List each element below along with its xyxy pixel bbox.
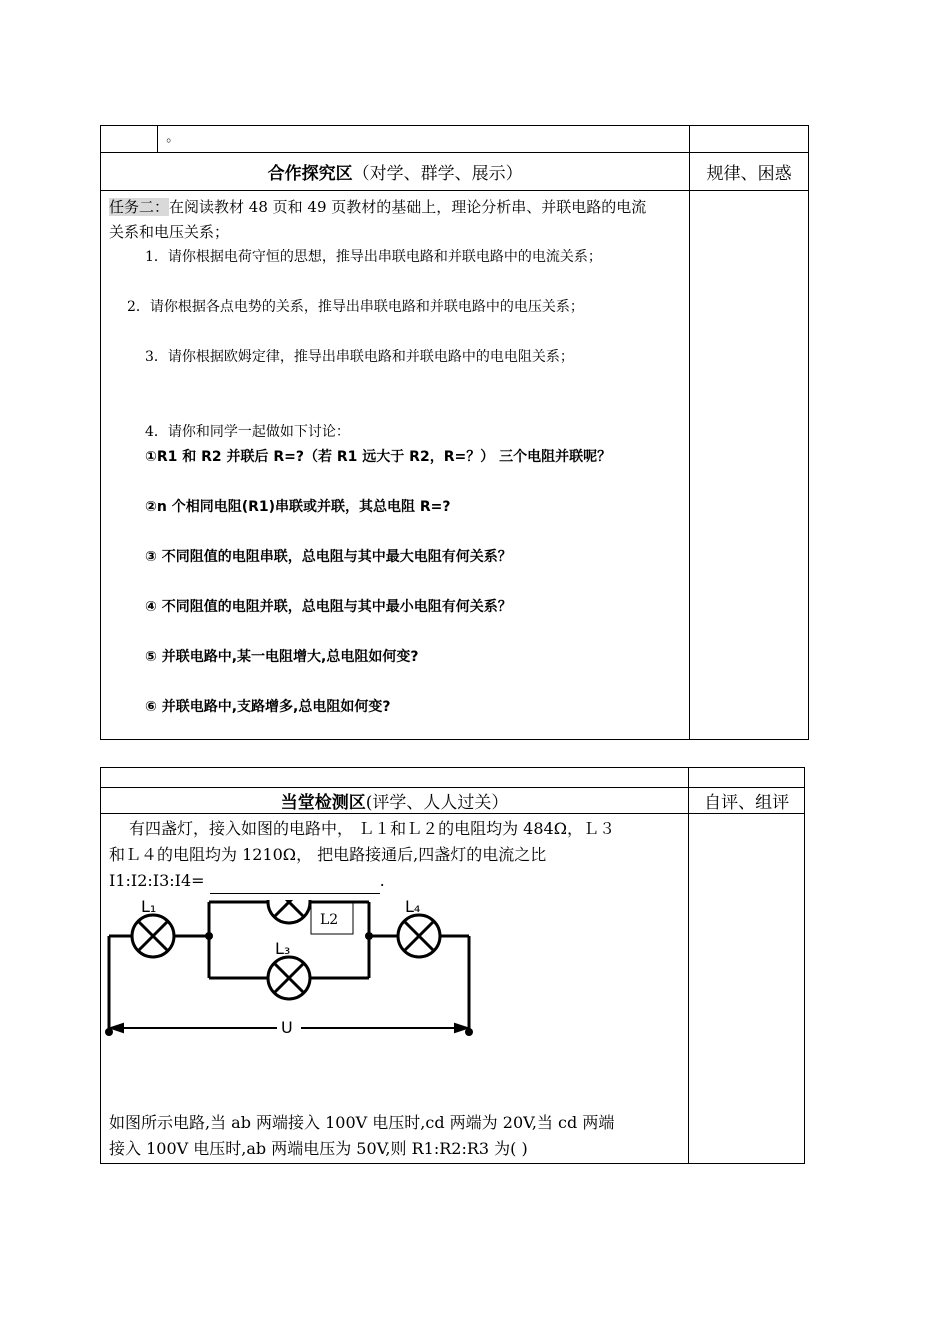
label-l4: L₄ xyxy=(405,900,421,916)
test-content-cell xyxy=(101,814,689,1164)
label-u: U xyxy=(281,1018,293,1037)
question-2: ②n 个相同电阻(R1)串联或并联，其总电阻 R=? xyxy=(145,499,451,515)
blank-row-cell xyxy=(101,768,689,788)
self-eval-cell xyxy=(689,814,805,1164)
test-section-title-note: (评学、人人过关） xyxy=(365,793,509,813)
label-l2: L2 xyxy=(320,912,339,928)
question-6: ⑥ 并联电路中,支路增多,总电阻如何变? xyxy=(145,699,391,715)
in-class-test-table xyxy=(100,767,805,1164)
top-cell-text: 。 xyxy=(166,130,180,145)
task-line-2: 关系和电压关系； xyxy=(109,223,230,241)
ratio-label: I1:I2:I3:I4= xyxy=(109,871,205,890)
task-content-cell xyxy=(101,191,690,740)
label-l3: L₃ xyxy=(275,939,291,958)
question-1: ①R1 和 R2 并联后 R=?（若 R1 远大于 R2，R=？） 三个电阻并联呢？ xyxy=(145,449,612,465)
self-eval-header: 自评、组评 xyxy=(689,788,805,814)
label-l1: L₁ xyxy=(141,900,157,916)
problem-2 xyxy=(109,1110,614,1162)
test-section-title: 当堂检测区 xyxy=(280,793,366,813)
problem-1 xyxy=(101,814,688,894)
problem-1-line-3 xyxy=(109,868,680,894)
item-2: 2．请你根据各点电势的关系，推导出串联电路和并联电路中的电压关系； xyxy=(127,299,584,315)
section-header xyxy=(101,153,690,191)
problem-1-line-2: 和Ｌ４的电阻均为 1210Ω， 把电路接通后,四盏灯的电流之比 xyxy=(109,845,547,864)
question-4: ④ 不同阻值的电阻并联，总电阻与其中最小电阻有何关系？ xyxy=(145,599,512,615)
top-middle-cell xyxy=(158,126,690,153)
question-3: ③ 不同阻值的电阻串联，总电阻与其中最大电阻有何关系？ xyxy=(145,549,512,565)
blank-row-right-cell xyxy=(689,768,805,788)
cooperative-inquiry-table xyxy=(100,125,809,740)
answer-blank[interactable] xyxy=(210,877,380,894)
item-4: 4．请你和同学一起做如下讨论： xyxy=(145,424,350,440)
task-text-1: 在阅读教材 48 页和 49 页教材的基础上，理论分析串、并联电路的电流 xyxy=(169,198,647,216)
section-title: 合作探究区 xyxy=(267,164,353,184)
problem-2-line-2: 接入 100V 电压时,ab 两端电压为 50V,则 R1:R2:R3 为( ) xyxy=(109,1139,528,1158)
notes-column-cell xyxy=(690,191,809,740)
problem-1-line-1: 有四盏灯，接入如图的电路中， Ｌ１和Ｌ２的电阻均为 484Ω，Ｌ３ xyxy=(129,819,615,838)
item-1: 1．请你根据电荷守恒的思想，推导出串联电路和并联电路中的电流关系； xyxy=(145,249,602,265)
notes-column-header: 规律、困惑 xyxy=(690,153,809,191)
test-section-header xyxy=(101,788,689,814)
problem-2-line-1: 如图所示电路,当 ab 两端接入 100V 电压时,cd 两端为 20V,当 cd 两端 xyxy=(109,1113,615,1132)
section-title-note: （对学、群学、展示） xyxy=(352,164,523,184)
top-left-cell xyxy=(101,126,158,153)
problem-1-end: . xyxy=(379,871,385,890)
top-right-cell xyxy=(690,126,809,153)
task-line-1 xyxy=(109,196,646,217)
task-label: 任务二： xyxy=(109,198,170,216)
item-3: 3．请你根据欧姆定律，推导出串联电路和并联电路中的电电阻关系； xyxy=(145,349,574,365)
question-5: ⑤ 并联电路中,某一电阻增大,总电阻如何变? xyxy=(145,649,419,665)
circuit-diagram xyxy=(105,900,485,1050)
